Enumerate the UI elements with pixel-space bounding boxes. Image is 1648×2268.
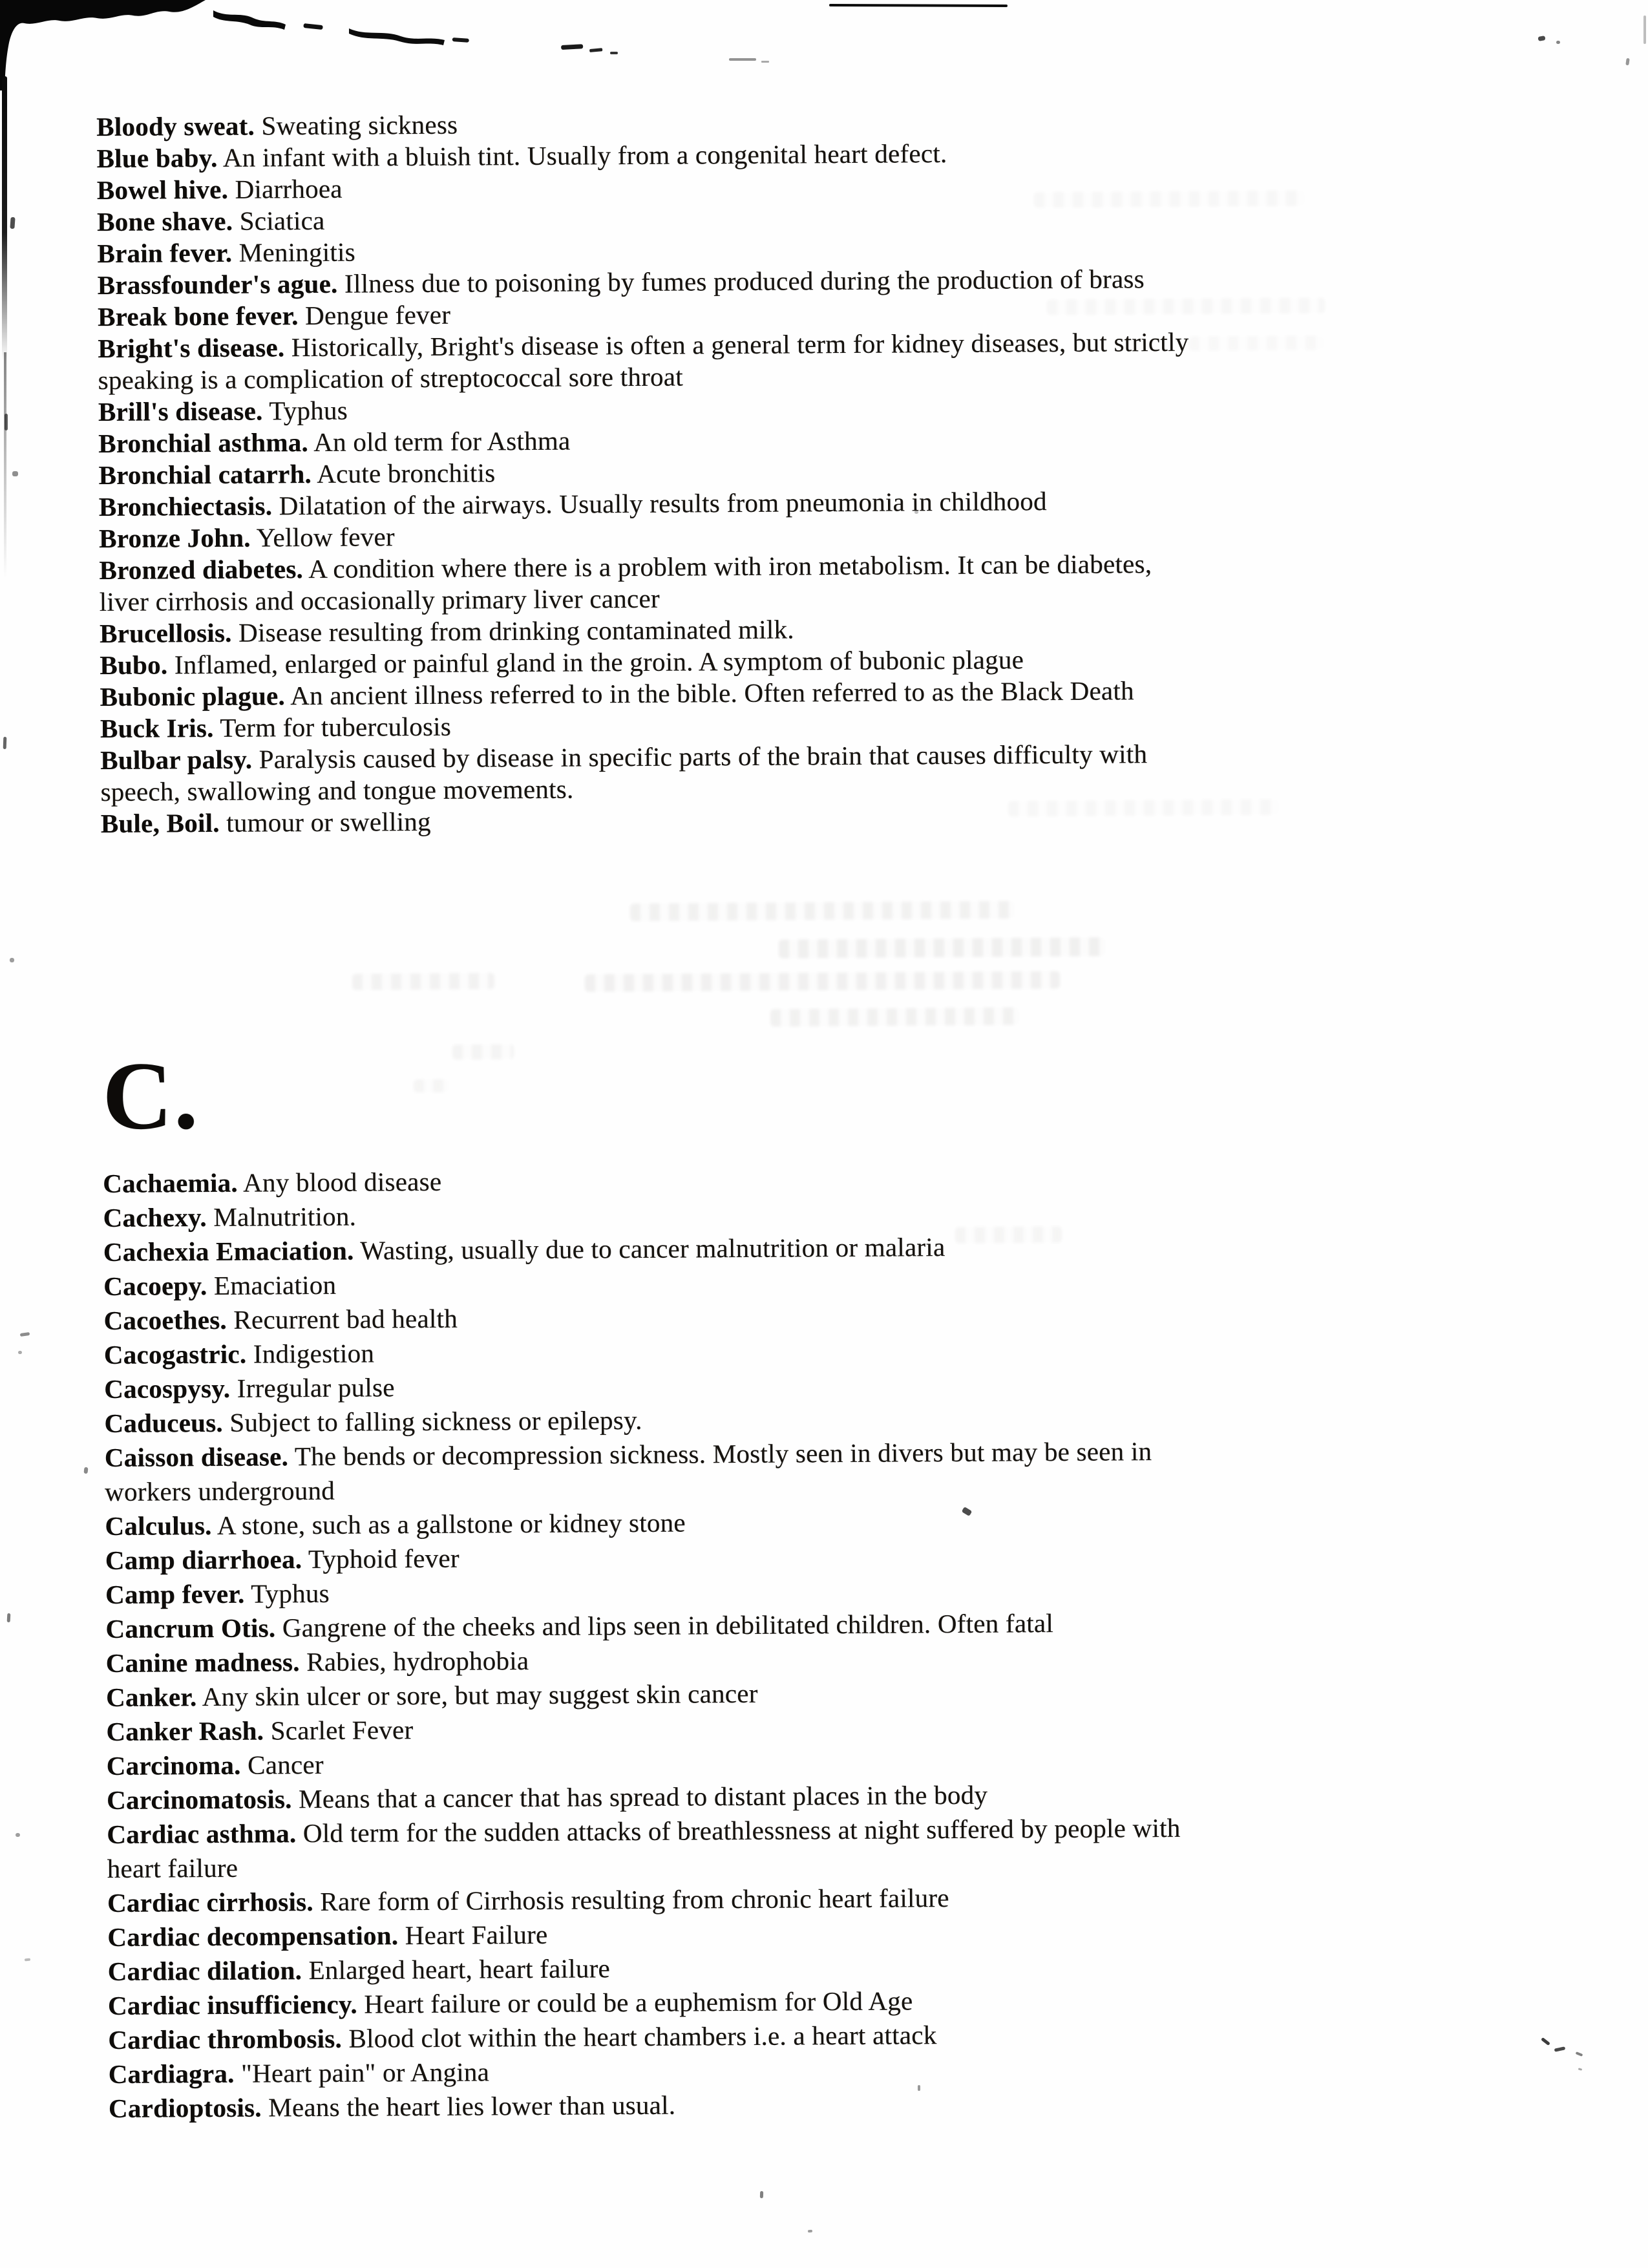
entry-term: Brain fever. (97, 237, 233, 268)
entry-definition: Diarrhoea (235, 173, 343, 204)
entry-term: Blue baby. (96, 142, 218, 173)
entry-definition: Rabies, hydrophobia (306, 1645, 529, 1677)
entry-term: Caisson disease. (104, 1441, 289, 1472)
section-heading-c: C. (101, 1042, 200, 1150)
entry-definition: Scarlet Fever (270, 1715, 414, 1746)
entry-definition: Acute bronchitis (317, 458, 496, 489)
entry-term: Bone shave. (96, 206, 233, 237)
ink-speck (1541, 2037, 1550, 2046)
entry-term: Cancrum Otis. (105, 1613, 276, 1644)
entry-term: Canine madness. (105, 1647, 300, 1678)
entry-term: Bronchiectasis. (98, 491, 273, 522)
entry-term: Cardiac asthma. (107, 1818, 297, 1849)
left-edge-scan-line (2, 76, 7, 361)
entry-definition: Typhus (251, 1578, 330, 1609)
entry-definition: Disease resulting from drinking contaminated milk. (238, 614, 794, 648)
entry-definition: Subject to falling sickness or epilepsy. (229, 1404, 642, 1437)
entry-term: Cardioptosis. (108, 2092, 262, 2123)
entry-definition: Irregular pulse (237, 1372, 395, 1403)
entry-definition: Typhoid fever (308, 1543, 460, 1574)
entry-definition: An old term for Asthma (313, 425, 571, 457)
entry-definition: A stone, such as a gallstone or kidney stone (217, 1507, 686, 1540)
entry-definition: Meningitis (238, 237, 355, 268)
glossary-section-c (103, 1158, 1530, 2126)
ink-speck (20, 1332, 30, 1337)
entry-term: Bronze John. (98, 522, 251, 553)
entry-term: Cachaemia. (103, 1167, 238, 1198)
entry-definition: "Heart pain" or Angina (240, 2057, 490, 2088)
entry-term: Brucellosis. (99, 617, 232, 648)
entry-definition: Blood clot within the heart chambers i.e. a heart attack (348, 2020, 937, 2053)
entry-term: Cardiac thrombosis. (108, 2023, 343, 2055)
entry-term: Carcinomatosis. (106, 1784, 292, 1815)
entry-definition: Heart Failure (405, 1919, 548, 1951)
entry-definition: Means that a cancer that has spread to distant places in the body (298, 1779, 988, 1814)
entry-definition: Sciatica (239, 205, 325, 236)
entry-definition: speech, swallowing and tongue movements. (100, 774, 574, 807)
entry-term: Cacogastric. (103, 1339, 247, 1370)
entry-definition: A condition where there is a problem with iron metabolism. It can be diabetes, (308, 549, 1152, 584)
entry-definition: Gangrene of the cheeks and lips seen in debilitated children. Often fatal (282, 1607, 1054, 1643)
entry-term: Cacoepy. (103, 1270, 207, 1301)
entry-definition: speaking is a complication of streptococcal sore throat (98, 361, 683, 395)
entry-definition: workers underground (104, 1475, 335, 1507)
entry-definition: Dengue fever (304, 299, 451, 331)
entry-definition: Heart failure or could be a euphemism for Old Age (364, 1986, 913, 2019)
entry-definition: Enlarged heart, heart failure (308, 1953, 611, 1986)
entry-term: Cardiagra. (108, 2058, 235, 2089)
ink-speck (1556, 41, 1560, 44)
entry-term: Bubo. (100, 650, 168, 680)
entry-definition: Malnutrition. (213, 1201, 357, 1232)
ink-speck (16, 1833, 20, 1837)
entry-definition: Any blood disease (242, 1166, 442, 1198)
ink-speck (1554, 2046, 1566, 2051)
ink-speck (5, 414, 8, 430)
ink-speck (1643, 16, 1646, 44)
entry-term: Bowel hive. (96, 174, 229, 205)
ink-speck (760, 2191, 763, 2198)
entry-definition: Historically, Bright's disease is often a general term for kidney diseases, but strictly (291, 326, 1189, 363)
entry-term: Brassfounder's ague. (97, 268, 338, 300)
entry-term: Bloody sweat. (96, 111, 255, 142)
entry-definition: Cancer (247, 1749, 324, 1780)
entry-term: Camp diarrhoea. (105, 1544, 302, 1575)
entry-term: Bubonic plague. (100, 681, 286, 712)
entry-term: Camp fever. (105, 1578, 245, 1609)
entry-definition: Inflamed, enlarged or painful gland in the groin. A symptom of bubonic plague (174, 644, 1024, 680)
entry-term: Break bone fever. (97, 301, 299, 332)
entry-definition: Wasting, usually due to cancer malnutrition or malaria (360, 1232, 945, 1266)
entry-definition: Paralysis caused by disease in specific parts of the brain that causes difficulty with (259, 739, 1148, 774)
entry-definition: Any skin ulcer or sore, but may suggest skin cancer (202, 1678, 758, 1712)
entry-term: Bright's disease. (98, 332, 285, 363)
entry-definition: Term for tuberculosis (220, 711, 452, 743)
entry-definition: Means the heart lies lower than usual. (268, 2090, 676, 2123)
left-edge-scan-line (4, 352, 6, 578)
entry-definition: Indigestion (253, 1338, 375, 1369)
entry-definition: heart failure (107, 1852, 238, 1883)
entry-term: Cardiac decompensation. (107, 1920, 399, 1952)
entry-term: Bulbar palsy. (100, 744, 253, 775)
entry-term: Canker Rash. (106, 1715, 264, 1746)
ink-speck (1537, 36, 1545, 41)
page-content (96, 0, 1530, 2126)
entry-term: Cacospysy. (103, 1373, 231, 1404)
entry-term: Cacoethes. (103, 1304, 227, 1335)
ink-speck (18, 1351, 22, 1354)
ink-speck (12, 471, 18, 476)
ink-speck (7, 1613, 11, 1622)
entry-term: Bronchial catarrh. (98, 458, 312, 490)
entry-term: Bronchial asthma. (98, 427, 309, 458)
entry-definition: Illness due to poisoning by fumes produced during the production of brass (344, 264, 1145, 299)
ink-speck (83, 1467, 88, 1474)
entry-definition: An infant with a bluish tint. Usually from a congenital heart defect. (222, 138, 947, 173)
entry-definition: tumour or swelling (226, 806, 431, 838)
entry-term: Cardiac cirrhosis. (107, 1886, 313, 1918)
entry-term: Cardiac dilation. (107, 1955, 302, 1986)
ink-speck (3, 737, 7, 749)
entry-definition: Sweating sickness (261, 109, 458, 141)
entry-term: Carcinoma. (106, 1750, 241, 1781)
entry-definition: Old term for the sudden attacks of breathlessness at night suffered by people with (302, 1812, 1181, 1849)
entry-definition: Emaciation (213, 1269, 337, 1300)
ink-speck (1576, 2051, 1583, 2057)
entry-term: Bronzed diabetes. (99, 554, 304, 585)
entry-definition: Typhus (269, 395, 348, 426)
ink-speck (10, 217, 15, 229)
entry-definition: Rare form of Cirrhosis resulting from chronic heart failure (320, 1882, 949, 1916)
entry-definition: liver cirrhosis and occasionally primary liver cancer (99, 583, 660, 617)
entry-definition: Yellow fever (256, 522, 395, 553)
entry-term: Brill's disease. (98, 396, 263, 427)
entry-term: Canker. (105, 1682, 197, 1712)
glossary-section-b (96, 103, 1523, 840)
entry-term: Calculus. (105, 1510, 212, 1541)
ink-speck (1578, 2068, 1583, 2070)
entry-definition: The bends or decompression sickness. Mostly seen in divers but may be seen in (294, 1436, 1152, 1472)
entry-definition: Dilatation of the airways. Usually results from pneumonia in childhood (279, 486, 1047, 521)
ink-speck (25, 1958, 30, 1962)
ink-speck (1625, 58, 1629, 66)
entry-term: Buck Iris. (100, 712, 214, 743)
entry-term: Cachexy. (103, 1202, 207, 1233)
entry-term: Caduceus. (104, 1407, 223, 1438)
entry-definition: An ancient illness referred to in the bible. Often referred to as the Black Death (290, 675, 1134, 711)
entry-term: Cardiac insufficiency. (107, 1989, 357, 2020)
ink-speck (10, 958, 14, 962)
ink-speck (808, 2230, 812, 2232)
entry-term: Cachexia Emaciation. (103, 1235, 354, 1267)
entry-term: Bule, Boil. (100, 807, 220, 838)
entry-definition: Recurrent bad health (233, 1303, 458, 1335)
